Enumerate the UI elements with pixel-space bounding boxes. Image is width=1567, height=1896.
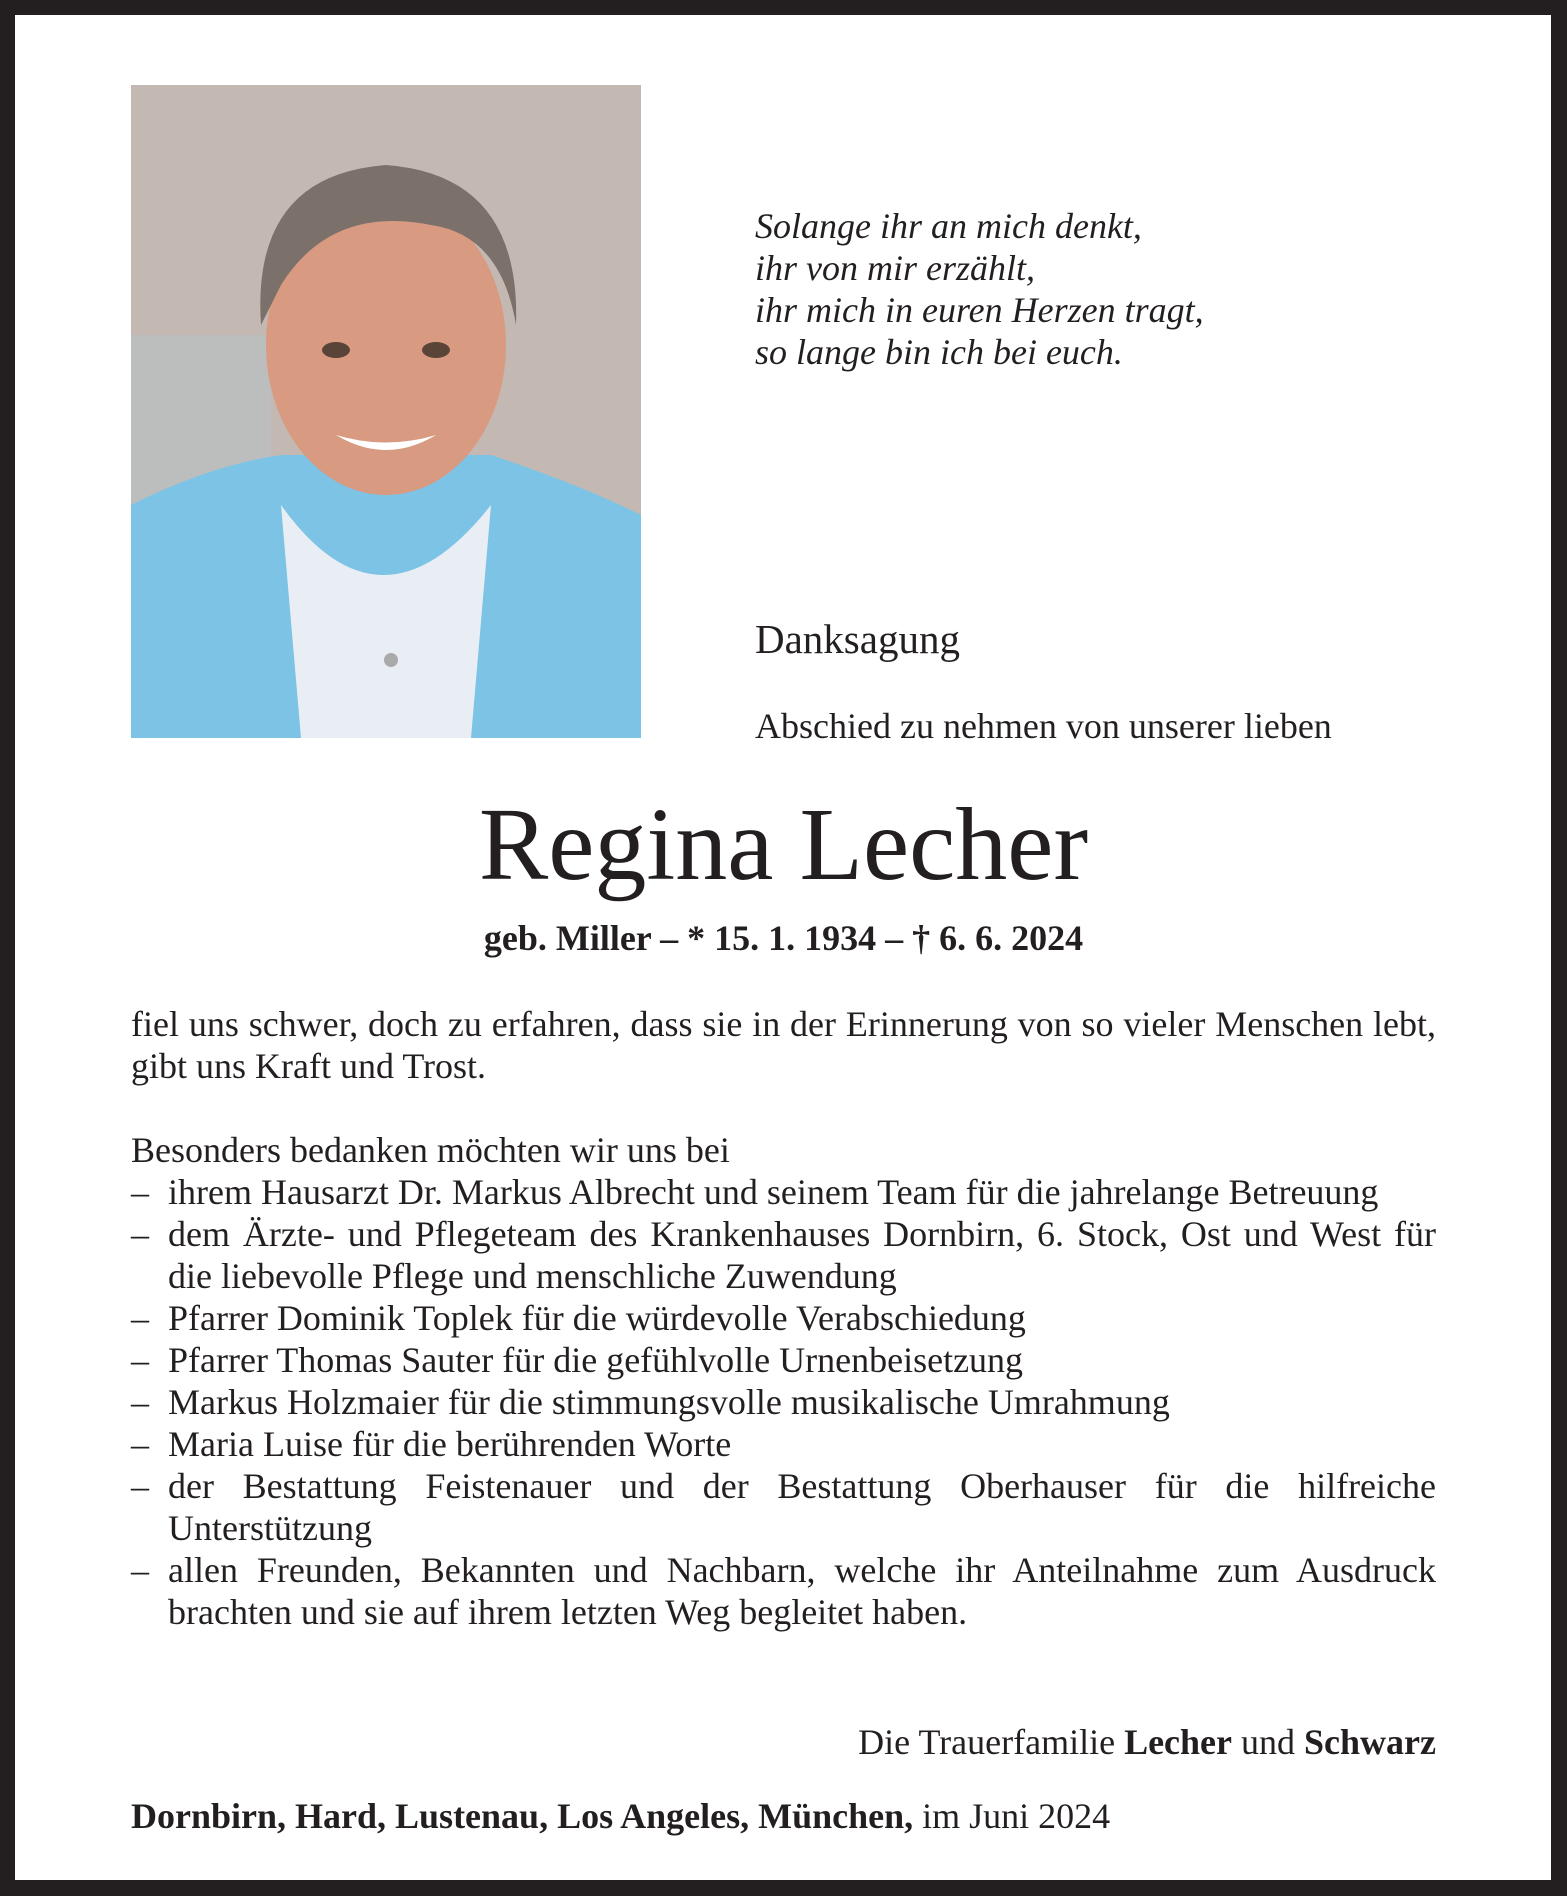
list-item: – allen Freunden, Bekannten und Nachbarn, welche ihr Anteilnahme zum Ausdruck brachten und sie auf ihrem letzten Weg begleitet haben. (131, 1549, 1436, 1633)
signature-prefix: Die Trauerfamilie (858, 1722, 1125, 1762)
list-item: – Maria Luise für die berührenden Worte (131, 1423, 1436, 1465)
intro-text: Abschied zu nehmen von unserer lieben (755, 706, 1332, 746)
places-date (131, 1795, 1110, 1837)
family-name: Lecher (1124, 1722, 1233, 1762)
family-name: Schwarz (1304, 1722, 1436, 1762)
paragraph: fiel uns schwer, doch zu erfahren, dass sie in der Erinnerung von so vieler Menschen lebt, gibt uns Kraft und Trost. (131, 1004, 1436, 1086)
list-item: – Pfarrer Dominik Toplek für die würdevolle Verabschiedung (131, 1297, 1436, 1339)
date: im Juni 2024 (913, 1796, 1111, 1836)
poem-line: Solange ihr an mich denkt, (755, 206, 1142, 246)
thanks-intro: Besonders bedanken möchten wir uns bei (131, 1130, 730, 1170)
poem-line: so lange bin ich bei euch. (755, 332, 1123, 372)
list-item: – Markus Holzmaier für die stimmungsvolle musikalische Umrahmung (131, 1381, 1436, 1423)
life-dates: geb. Miller – * 15. 1. 1934 – † 6. 6. 2024 (483, 918, 1084, 958)
deceased-name: Regina Lecher (478, 787, 1089, 902)
body-text (131, 1003, 1436, 1633)
list-item: – der Bestattung Feistenauer und der Bestattung Oberhauser für die hilfreiche Unterstützung (131, 1465, 1436, 1549)
poem-line: ihr mich in euren Herzen tragt, (755, 290, 1204, 330)
places: Dornbirn, Hard, Lustenau, Los Angeles, München, (131, 1796, 914, 1836)
signature (858, 1721, 1436, 1763)
list-item: – dem Ärzte- und Pflegeteam des Krankenhauses Dornbirn, 6. Stock, Ost und West für die liebevolle Pflege und menschliche Zuwendung (131, 1213, 1436, 1297)
signature-and: und (1232, 1722, 1305, 1762)
list-item: – Pfarrer Thomas Sauter für die gefühlvolle Urnenbeisetzung (131, 1339, 1436, 1381)
poem-line: ihr von mir erzählt, (755, 248, 1036, 288)
obituary-page (15, 15, 1551, 1880)
portrait-photo (131, 85, 641, 738)
list-item: – ihrem Hausarzt Dr. Markus Albrecht und seinem Team für die jahrelange Betreuung (131, 1171, 1436, 1213)
poem (755, 205, 1204, 373)
heading: Danksagung (755, 616, 960, 662)
thanks-list (131, 1171, 1436, 1633)
